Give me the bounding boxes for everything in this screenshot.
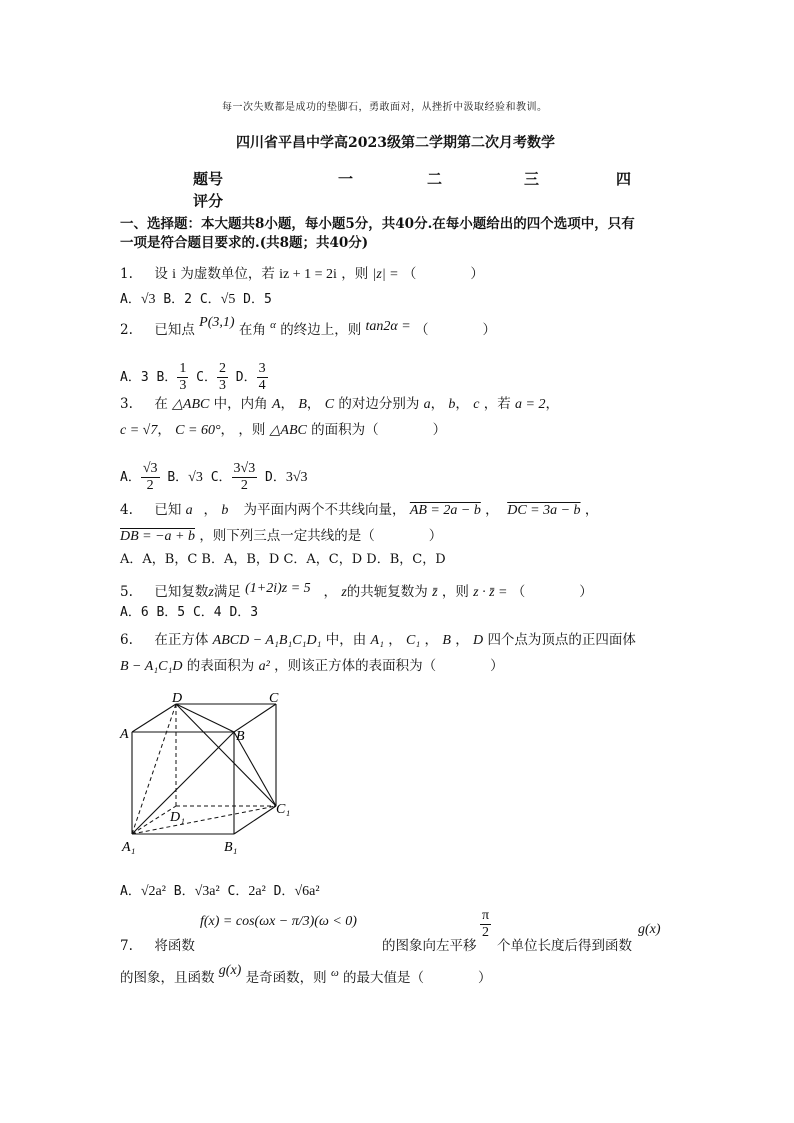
q7-text: 的图象向左平移 bbox=[382, 938, 477, 954]
q2-number: 2. bbox=[120, 322, 133, 338]
q6-tetrahedron: B − A₁C₁D bbox=[120, 659, 183, 674]
q3-angle-b: B bbox=[298, 397, 307, 412]
q3-angle-a: A bbox=[271, 397, 281, 412]
q4-dc: DC = 3a − b bbox=[507, 503, 581, 518]
question-7-line2 bbox=[120, 963, 492, 987]
score-table-col-2: 二 bbox=[427, 170, 443, 188]
q2-frac-b-den: 3 bbox=[179, 378, 187, 393]
q6-option-c-label: C． bbox=[227, 884, 249, 899]
q4-number: 4. bbox=[120, 502, 133, 518]
q4-text: 已知 bbox=[154, 502, 182, 518]
q3-a-value: a = 2 bbox=[515, 397, 546, 412]
q1-text: 设 bbox=[154, 266, 168, 282]
q5-options: A．6 B．5 C．4 D．3 bbox=[120, 605, 259, 620]
q1-equation: iz + 1 = 2i bbox=[279, 267, 337, 282]
q6-c1: C₁ bbox=[406, 633, 421, 648]
score-table-row1-label: 题号 bbox=[193, 170, 224, 188]
q1-absz: |z| = bbox=[372, 267, 399, 282]
q4-options: A．A，B，C B．A，B，D C．A，C，D D．B，C，D bbox=[120, 552, 446, 567]
question-3-line2: c = √7， C = 60°， ，则 △ABC 的面积为（ ） bbox=[120, 422, 447, 438]
question-3: 3. 在 △ABC 中，内角 A， B， C 的对边分别为 a， b， c ，若 a = 2， bbox=[120, 396, 559, 412]
q3-triangle: △ABC bbox=[269, 423, 307, 438]
q2-frac-d-num: 3 bbox=[258, 361, 266, 376]
q5-text: ， bbox=[323, 584, 338, 600]
q2-text: 已知点 bbox=[154, 322, 195, 338]
cube-label-d: D bbox=[172, 691, 183, 706]
question-2 bbox=[120, 315, 496, 339]
question-5 bbox=[120, 580, 593, 601]
q3-option-a-label: A． bbox=[120, 470, 141, 485]
question-7-mid bbox=[382, 934, 477, 954]
question-1 bbox=[120, 262, 484, 283]
q7-function-g: g(x) bbox=[218, 963, 242, 978]
q7-function-f: f(x) = cos(ωx − π/3)(ω < 0) bbox=[200, 914, 357, 929]
q6-number: 6. bbox=[120, 632, 133, 648]
q7-text: 个单位长度后得到函数 bbox=[497, 938, 632, 954]
cube-label-b: B bbox=[236, 729, 245, 744]
q3-text: ，则 bbox=[238, 422, 266, 438]
q5-text: ，则 bbox=[441, 584, 469, 600]
q3-option-c-label: C． bbox=[210, 470, 232, 485]
q6-text: 四个点为顶点的正四面体 bbox=[487, 632, 636, 648]
question-4-line2 bbox=[120, 524, 442, 545]
q5-zbar: z̄ bbox=[432, 585, 438, 600]
cube-figure bbox=[118, 686, 298, 856]
q5-z: z bbox=[341, 585, 347, 600]
q5-text: 满足 bbox=[213, 584, 241, 600]
q5-text: 已知复数 bbox=[154, 584, 209, 600]
q6-options bbox=[120, 880, 320, 900]
q1-text: 为虚数单位，若 bbox=[180, 266, 275, 282]
score-table-col-4: 四 bbox=[616, 170, 632, 188]
q5-product: z · z̄ = bbox=[473, 585, 508, 600]
q1-option-a: √3 bbox=[140, 292, 156, 307]
q6-a1: A₁ bbox=[370, 633, 384, 648]
q3-triangle: △ABC bbox=[172, 397, 210, 412]
q3-option-b: √3 bbox=[188, 470, 203, 485]
q3-frac-c bbox=[232, 461, 258, 494]
q1-text: ，则 bbox=[341, 266, 369, 282]
q2-option-a-b: A．3 B． bbox=[120, 370, 178, 385]
q4-text: 为平面内两个不共线向量， bbox=[243, 502, 406, 518]
q2-frac-d bbox=[257, 361, 268, 394]
cube-label-d1: D₁ bbox=[170, 810, 185, 825]
q1-option-a-label: A． bbox=[120, 292, 141, 307]
q3-option-b-label: B． bbox=[167, 470, 189, 485]
section1-line1: 一、选择题：本大题共8小题，每小题5分，共40分.在每小题给出的四个选项中，只有 bbox=[120, 216, 635, 232]
q5-equation: (1+2i)z = 5 bbox=[245, 581, 311, 596]
q1-number: 1. bbox=[120, 266, 133, 282]
q1-i: i bbox=[172, 267, 177, 282]
q2-text: 在角 bbox=[238, 322, 266, 338]
q6-cube: ABCD − A₁B₁C₁D₁ bbox=[212, 633, 322, 648]
q7-shift-num: π bbox=[482, 908, 490, 923]
q6-b: B bbox=[442, 633, 451, 648]
q3-text: 的对边分别为 bbox=[338, 396, 420, 412]
q7-omega: ω bbox=[330, 967, 339, 979]
cube-label-b1: B₁ bbox=[224, 840, 238, 855]
question-7-right bbox=[497, 934, 632, 954]
q4-vector-a: a⃗ bbox=[185, 503, 204, 518]
q5-blank: （ ） bbox=[511, 584, 593, 600]
q2-point: P(3,1) bbox=[199, 315, 235, 330]
q6-d: D bbox=[473, 633, 484, 648]
q7-number: 7. bbox=[120, 938, 133, 954]
q3-side-c: c bbox=[473, 397, 480, 412]
q7-text: 的最大值是（ ） bbox=[343, 970, 492, 986]
q3-angle-c: C bbox=[324, 397, 335, 412]
q7-text: 将函数 bbox=[154, 938, 195, 954]
q2-option-c-label: C． bbox=[196, 370, 217, 385]
q3-number: 3. bbox=[120, 396, 133, 412]
q3-frac-a-num: √3 bbox=[142, 461, 158, 476]
question-6: 6. 在正方体 ABCD − A₁B₁C₁D₁ 中，由 A₁ ， C₁ ， B ， D 四个点为顶点的正四面体 bbox=[120, 632, 636, 648]
question-4: 4. 已知 a⃗， b⃗ 为平面内两个不共线向量， AB = 2a − b ， DC = 3a − b ， bbox=[120, 502, 599, 518]
q6-text: 的表面积为 bbox=[186, 658, 255, 674]
q1-option-d: D．5 bbox=[243, 292, 272, 307]
q1-option-b-c: B．2 C． bbox=[163, 292, 221, 307]
q3-frac-c-num: 3√3 bbox=[233, 461, 256, 476]
q3-options bbox=[120, 442, 308, 494]
q2-frac-c bbox=[217, 361, 228, 394]
q7-function-g: g(x) bbox=[638, 922, 661, 937]
question-6-line2 bbox=[120, 654, 504, 675]
section1-line2: 一项是符合题目要求的.(共8题；共40分) bbox=[120, 235, 369, 251]
q3-text: ，若 bbox=[483, 396, 511, 412]
q3-text: 中，内角 bbox=[213, 396, 268, 412]
q3-frac-c-den: 2 bbox=[240, 478, 248, 493]
q4-vector-b: b⃗ bbox=[221, 503, 240, 518]
q2-frac-d-den: 4 bbox=[258, 378, 266, 393]
q2-frac-b-num: 1 bbox=[179, 361, 187, 376]
cube-label-c: C bbox=[269, 691, 279, 706]
q2-frac-b bbox=[177, 361, 188, 394]
q3-angle-c-value: C = 60° bbox=[175, 423, 221, 438]
score-table-col-1: 一 bbox=[338, 170, 354, 188]
q3-option-d: 3√3 bbox=[285, 470, 308, 485]
q5-text: 的共轭复数为 bbox=[346, 584, 428, 600]
q7-shift bbox=[480, 908, 491, 941]
q6-option-b-label: B． bbox=[173, 884, 195, 899]
q6-option-d-label: D． bbox=[273, 884, 295, 899]
q1-blank: （ ） bbox=[402, 266, 484, 282]
page-title: 四川省平昌中学高2023级第二学期第二次月考数学 bbox=[236, 135, 555, 151]
q6-text: ，则该正方体的表面积为（ ） bbox=[274, 658, 504, 674]
q5-z: z bbox=[208, 585, 214, 600]
q3-side-a: a bbox=[423, 397, 431, 412]
cube-label-c1: C₁ bbox=[276, 802, 291, 817]
cube-label-a: A bbox=[120, 727, 129, 742]
q4-db: DB = −a + b bbox=[120, 529, 196, 544]
q3-text: 的面积为（ ） bbox=[311, 422, 447, 438]
score-table-col-3: 三 bbox=[524, 170, 540, 188]
q2-option-d-label: D． bbox=[235, 370, 257, 385]
q6-option-b: √3a² bbox=[194, 884, 220, 899]
q6-option-c: 2a² bbox=[248, 884, 266, 899]
q3-option-d-label: D． bbox=[265, 470, 286, 485]
q2-tan: tan2α = bbox=[365, 319, 411, 334]
q5-number: 5. bbox=[120, 584, 133, 600]
q3-frac-a bbox=[141, 461, 160, 494]
q2-text: 的终边上，则 bbox=[280, 322, 362, 338]
q2-blank: （ ） bbox=[415, 322, 496, 338]
cube-label-a1: A₁ bbox=[122, 840, 136, 855]
motto-line: 每一次失败都是成功的垫脚石，勇敢面对，从挫折中汲取经验和教训。 bbox=[222, 102, 548, 113]
q6-text: 中，由 bbox=[325, 632, 367, 648]
q2-frac-c-den: 3 bbox=[218, 378, 226, 393]
q7-shift-den: 2 bbox=[482, 925, 490, 940]
q4-ab: AB = 2a − b bbox=[409, 503, 481, 518]
q6-option-a-label: A． bbox=[120, 884, 141, 899]
q3-side-b: b bbox=[448, 397, 456, 412]
q3-frac-a-den: 2 bbox=[146, 478, 154, 493]
q2-frac-c-num: 2 bbox=[218, 361, 226, 376]
q7-text: 的图象，且函数 bbox=[120, 970, 215, 986]
q2-options bbox=[120, 342, 268, 394]
q2-alpha: α bbox=[270, 319, 276, 331]
q4-text: ，则下列三点一定共线的是（ ） bbox=[199, 528, 443, 544]
q3-c-value: c = √7 bbox=[120, 423, 158, 438]
q6-option-a: √2a² bbox=[140, 884, 166, 899]
q1-option-c: √5 bbox=[220, 292, 236, 307]
score-table-row2-label: 评分 bbox=[193, 192, 224, 210]
question-7 bbox=[120, 934, 195, 954]
q6-option-d: √6a² bbox=[294, 884, 320, 899]
q6-a-squared: a² bbox=[258, 659, 270, 674]
q1-options bbox=[120, 288, 272, 308]
q6-text: 在正方体 bbox=[154, 632, 209, 648]
q7-text: 是奇函数，则 bbox=[245, 970, 327, 986]
q3-text: 在 bbox=[154, 396, 168, 412]
